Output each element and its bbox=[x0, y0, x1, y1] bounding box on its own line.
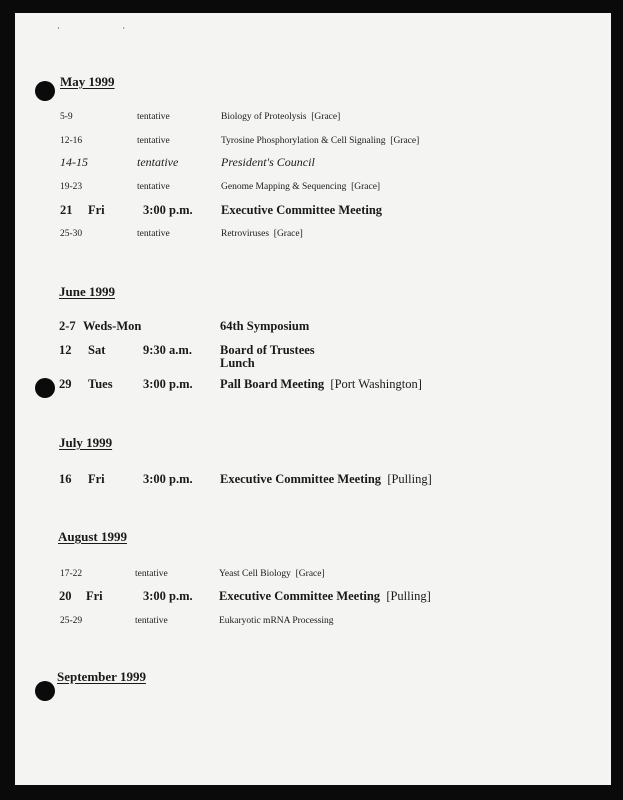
binder-hole-top bbox=[35, 81, 55, 101]
event-day: 16 bbox=[59, 472, 72, 486]
event-day: 12 bbox=[59, 343, 72, 357]
event-status: tentative bbox=[137, 112, 170, 122]
event-dates: 25-30 bbox=[60, 229, 83, 239]
scan-specks: · · bbox=[57, 23, 156, 33]
event-weekday: Fri bbox=[86, 589, 103, 603]
event-weekday: Tues bbox=[88, 377, 113, 391]
event-dates: 25-29 bbox=[60, 616, 83, 626]
binder-hole-bottom bbox=[35, 681, 55, 701]
event-title: 64th Symposium bbox=[220, 319, 310, 333]
event-status: tentative bbox=[135, 569, 168, 579]
event-title: Executive Committee Meeting bbox=[221, 203, 383, 217]
event-time: 9:30 a.m. bbox=[143, 343, 192, 357]
event-status: tentative bbox=[137, 182, 170, 192]
event-dates: 19-23 bbox=[60, 182, 83, 192]
event-status: tentative bbox=[137, 136, 170, 146]
event-title: Biology of Proteolysis [Grace] bbox=[221, 112, 341, 122]
event-title: Executive Committee Meeting [Pulling] bbox=[219, 589, 431, 603]
month-heading-july: July 1999 bbox=[59, 435, 113, 450]
event-day: 20 bbox=[59, 589, 72, 603]
event-day: 29 bbox=[59, 377, 72, 391]
event-time: 3:00 p.m. bbox=[143, 472, 193, 486]
document-page bbox=[15, 13, 611, 785]
month-heading-may: May 1999 bbox=[60, 74, 115, 89]
event-time: 3:00 p.m. bbox=[143, 589, 193, 603]
month-heading-august: August 1999 bbox=[58, 529, 127, 544]
event-weekday: Sat bbox=[88, 343, 106, 357]
event-weekday: Fri bbox=[88, 472, 105, 486]
event-title: Pall Board Meeting [Port Washington] bbox=[220, 377, 422, 391]
event-dates: 12-16 bbox=[60, 136, 83, 146]
month-heading-june: June 1999 bbox=[59, 284, 115, 299]
event-day: 2-7 bbox=[59, 319, 76, 333]
event-weekday: Fri bbox=[88, 203, 105, 217]
event-time: 3:00 p.m. bbox=[143, 377, 193, 391]
event-title: Genome Mapping & Sequencing [Grace] bbox=[221, 182, 381, 192]
event-dates: 5-9 bbox=[60, 112, 73, 122]
event-title: Tyrosine Phosphorylation & Cell Signaling [Grace] bbox=[221, 136, 420, 146]
event-title-line2: Lunch bbox=[220, 356, 255, 370]
event-title: Retroviruses [Grace] bbox=[221, 229, 303, 239]
binder-hole-middle bbox=[35, 378, 55, 398]
event-time: 3:00 p.m. bbox=[143, 203, 193, 217]
event-title: President's Council bbox=[221, 155, 315, 169]
event-status: tentative bbox=[135, 616, 168, 626]
event-title: Eukaryotic mRNA Processing bbox=[219, 616, 334, 626]
event-status: tentative bbox=[137, 155, 179, 169]
event-weekday: Weds-Mon bbox=[83, 319, 142, 333]
month-heading-september: September 1999 bbox=[57, 669, 146, 684]
event-dates: 14-15 bbox=[60, 155, 88, 169]
event-title: Executive Committee Meeting [Pulling] bbox=[220, 472, 432, 486]
event-status: tentative bbox=[137, 229, 170, 239]
event-title: Board of Trustees bbox=[220, 343, 315, 357]
event-day: 21 bbox=[60, 203, 73, 217]
event-title: Yeast Cell Biology [Grace] bbox=[219, 569, 325, 579]
event-dates: 17-22 bbox=[60, 569, 83, 579]
